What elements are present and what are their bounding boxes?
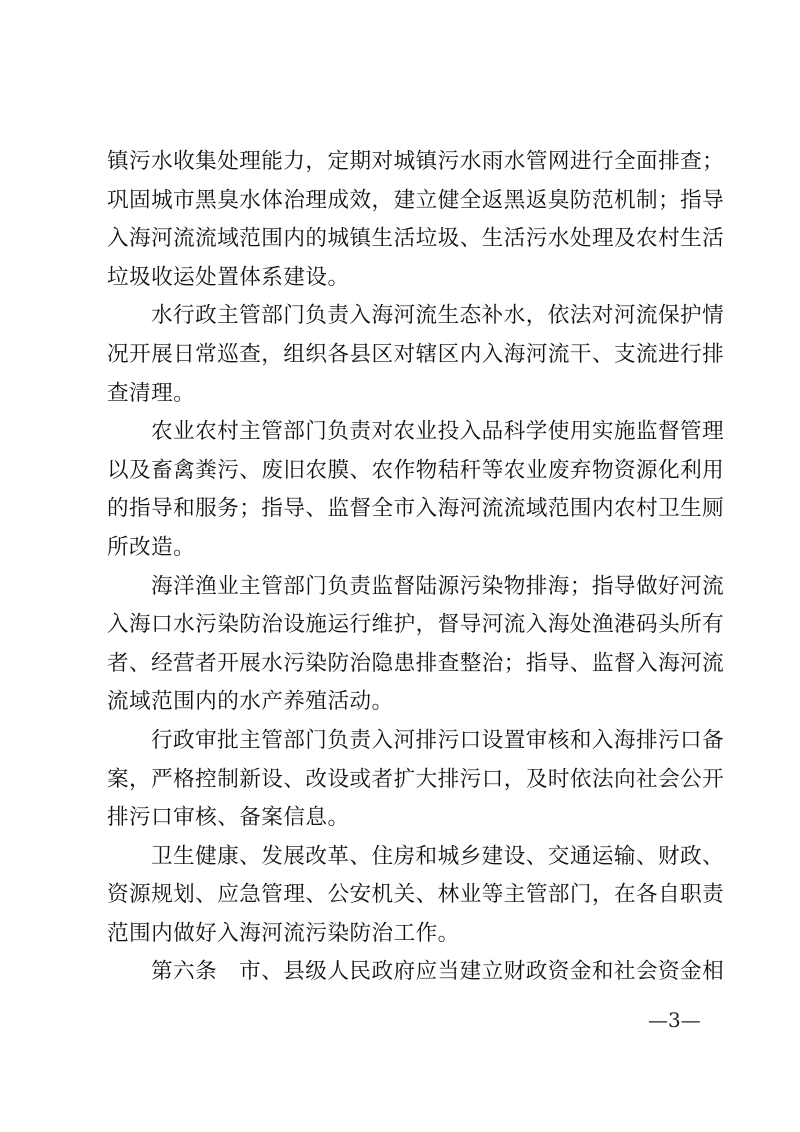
text-line: 入海河流流域范围内的城镇生活垃圾、生活污水处理及农村生活 xyxy=(107,226,725,252)
text-line: 排污口审核、备案信息。 xyxy=(107,805,350,831)
text-line: 行政审批主管部门负责入河排污口设置审核和入海排污口备 xyxy=(151,727,725,753)
document-body xyxy=(107,143,725,992)
text-line: 案，严格控制新设、改设或者扩大排污口，及时依法向社会公开 xyxy=(107,766,725,792)
paragraph xyxy=(107,143,725,297)
text-line: 巩固城市黑臭水体治理成效，建立健全返黑返臭防范机制；指导 xyxy=(107,187,725,213)
text-line: 第六条 市、县级人民政府应当建立财政资金和社会资金相 xyxy=(151,959,725,985)
text-line: 水行政主管部门负责入海河流生态补水，依法对河流保护情 xyxy=(151,303,725,329)
article-paragraph xyxy=(107,953,725,992)
text-line: 者、经营者开展水污染防治隐患排查整治；指导、监督入海河流 xyxy=(107,650,725,676)
text-line: 卫生健康、发展改革、住房和城乡建设、交通运输、财政、 xyxy=(151,843,725,869)
text-line: 农业农村主管部门负责对农业投入品科学使用实施监督管理 xyxy=(151,419,725,445)
text-line: 垃圾收运处置体系建设。 xyxy=(107,264,350,290)
text-line: 所改造。 xyxy=(107,534,196,560)
text-line: 查清理。 xyxy=(107,380,196,406)
paragraph xyxy=(107,297,725,413)
text-line: 以及畜禽粪污、废旧农膜、农作物秸秆等农业废弃物资源化利用 xyxy=(107,457,725,483)
page-number: —3— xyxy=(648,1008,701,1032)
paragraph xyxy=(107,722,725,838)
text-line: 的指导和服务；指导、监督全市入海河流流域范围内农村卫生厕 xyxy=(107,496,725,522)
paragraph xyxy=(107,568,725,722)
text-line: 镇污水收集处理能力，定期对城镇污水雨水管网进行全面排查； xyxy=(107,149,725,174)
paragraph xyxy=(107,838,725,954)
text-line: 海洋渔业主管部门负责监督陆源污染物排海；指导做好河流 xyxy=(151,573,725,599)
text-line: 范围内做好入海河流污染防治工作。 xyxy=(107,920,460,946)
text-line: 资源规划、应急管理、公安机关、林业等主管部门，在各自职责 xyxy=(107,882,725,908)
paragraph xyxy=(107,413,725,567)
text-line: 流域范围内的水产养殖活动。 xyxy=(107,689,394,715)
text-line: 况开展日常巡查，组织各县区对辖区内入海河流干、支流进行排 xyxy=(107,341,725,367)
text-line: 入海口水污染防治设施运行维护，督导河流入海处渔港码头所有 xyxy=(107,612,725,638)
